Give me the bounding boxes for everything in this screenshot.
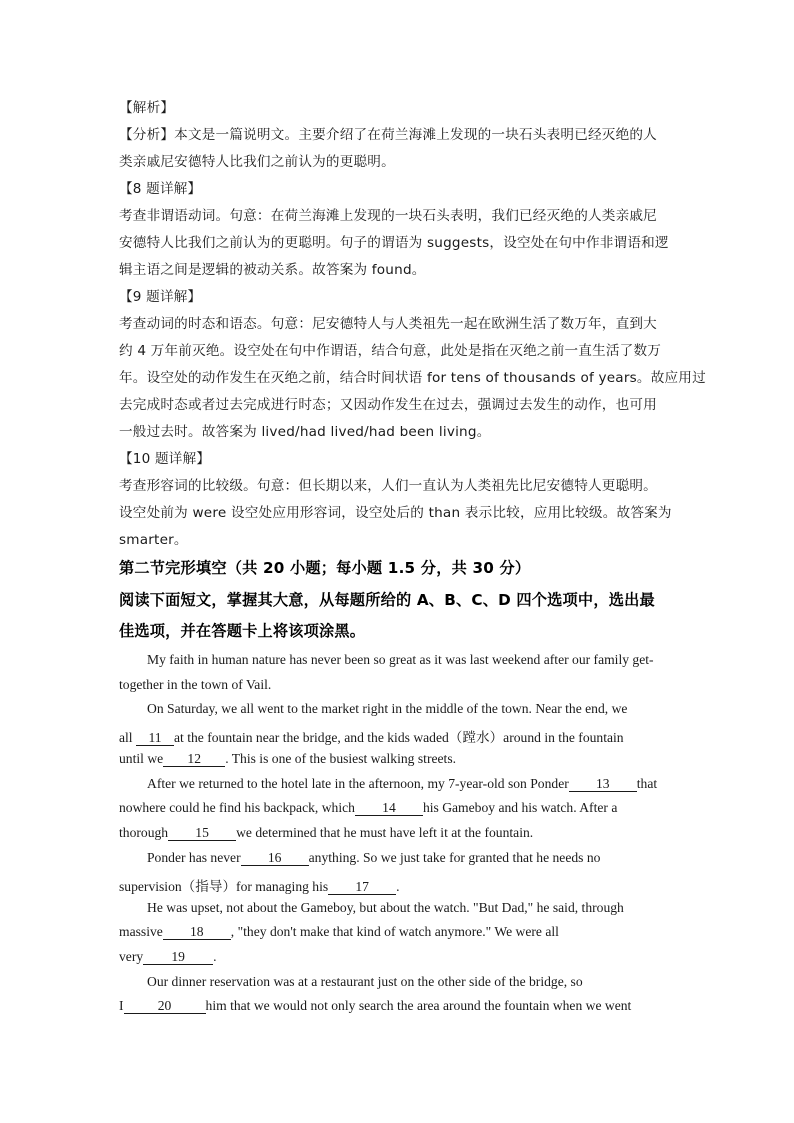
- blank-17[interactable]: 17: [328, 880, 396, 895]
- passage-text: . This is one of the busiest walking streets.: [225, 751, 457, 766]
- blank-14[interactable]: 14: [355, 801, 423, 816]
- q9-line: 约 4 万年前灭绝。设空处在句中作谓语，结合句意，此处是指在灭绝之前一直生活了数万: [119, 343, 662, 359]
- q9-title: 【9 题详解】: [119, 289, 202, 305]
- passage-line: [147, 776, 657, 792]
- passage-line: [119, 726, 624, 746]
- passage-line: [119, 825, 533, 841]
- passage-text: that: [636, 776, 658, 791]
- passage-line: He was upset, not about the Gameboy, but about the watch. "But Dad," he said, through: [147, 900, 624, 915]
- q9-line: 去完成时态或者过去完成进行时态；又因动作发生在过去，强调过去发生的动作，也可用: [119, 397, 657, 413]
- section-instruction: 佳选项，并在答题卡上将该项涂黑。: [119, 622, 366, 640]
- blank-19[interactable]: 19: [143, 950, 213, 965]
- passage-text: .: [213, 949, 217, 964]
- section-instruction: 阅读下面短文，掌握其大意，从每题所给的 A、B、C、D 四个选项中，选出最: [119, 591, 655, 609]
- passage-line: [119, 998, 631, 1014]
- q9-line: 考查动词的时态和语态。句意：尼安德特人与人类祖先一起在欧洲生活了数万年，直到大: [119, 316, 657, 332]
- passage-line: Our dinner reservation was at a restaurant just on the other side of the bridge, so: [147, 974, 583, 989]
- q10-line: 设空处前为 were 设空处应用形容词，设空处后的 than 表示比较，应用比较级。故答案为: [119, 505, 672, 521]
- passage-text: until we: [119, 751, 164, 766]
- passage-line: [147, 850, 600, 866]
- analysis-summary-line: 【分析】本文是一篇说明文。主要介绍了在荷兰海滩上发现的一块石头表明已经灭绝的人: [119, 127, 657, 143]
- section-heading: 第二节完形填空（共 20 小题；每小题 1.5 分，共 30 分）: [119, 559, 531, 577]
- passage-text: him that we would not only search the area around the fountain when we went: [205, 998, 632, 1013]
- analysis-summary-line: 类亲戚尼安德特人比我们之前认为的更聪明。: [119, 154, 395, 170]
- q8-line: 安德特人比我们之前认为的更聪明。句子的谓语为 suggests，设空处在句中作非谓语和逻: [119, 235, 669, 251]
- passage-text: , "they don't make that kind of watch anymore." We were all: [230, 924, 559, 939]
- passage-text: we determined that he must have left it at the fountain.: [236, 825, 534, 840]
- passage-line: [119, 875, 400, 895]
- passage-text: supervision（指导）for managing his: [119, 879, 329, 894]
- passage-text: his Gameboy and his watch. After a: [422, 800, 618, 815]
- passage-text: Ponder has never: [147, 850, 241, 865]
- passage-line: together in the town of Vail.: [119, 677, 272, 692]
- analysis-header: 【解析】: [119, 100, 175, 116]
- q9-line: 年。设空处的动作发生在灭绝之前，结合时间状语 for tens of thousands of years。故应用过: [119, 370, 706, 386]
- blank-15[interactable]: 15: [168, 826, 236, 841]
- q10-line: 考查形容词的比较级。句意：但长期以来，人们一直认为人类祖先比尼安德特人更聪明。: [119, 478, 657, 494]
- blank-13[interactable]: 13: [569, 777, 637, 792]
- passage-text: .: [396, 879, 400, 894]
- passage-line: My faith in human nature has never been so great as it was last weekend after our family get-: [147, 652, 654, 667]
- passage-text: all: [119, 730, 133, 745]
- passage-text: I: [119, 998, 124, 1013]
- passage-line: [119, 924, 559, 940]
- blank-12[interactable]: 12: [163, 752, 225, 767]
- q10-title: 【10 题详解】: [119, 451, 211, 467]
- passage-text: at the fountain near the bridge, and the kids waded（蹚水）around in the fountain: [174, 730, 624, 745]
- blank-18[interactable]: 18: [163, 925, 231, 940]
- q10-line: smarter。: [119, 532, 188, 548]
- passage-text: very: [119, 949, 144, 964]
- passage-text: After we returned to the hotel late in the afternoon, my 7-year-old son Ponder: [147, 776, 569, 791]
- passage-text: thorough: [119, 825, 169, 840]
- passage-line: On Saturday, we all went to the market right in the middle of the town. Near the end, we: [147, 701, 628, 716]
- blank-11[interactable]: 11: [136, 731, 174, 746]
- passage-text: massive: [119, 924, 163, 939]
- blank-16[interactable]: 16: [241, 851, 309, 866]
- passage-text: nowhere could he find his backpack, which: [119, 800, 355, 815]
- passage-line: [119, 949, 217, 965]
- passage-line: [119, 800, 617, 816]
- passage-line: [119, 751, 456, 767]
- q8-line: 考查非谓语动词。句意：在荷兰海滩上发现的一块石头表明，我们已经灭绝的人类亲戚尼: [119, 208, 657, 224]
- q9-line: 一般过去时。故答案为 lived/had lived/had been living。: [119, 424, 491, 440]
- blank-20[interactable]: 20: [124, 999, 206, 1014]
- q8-title: 【8 题详解】: [119, 181, 202, 197]
- q8-line: 辑主语之间是逻辑的被动关系。故答案为 found。: [119, 262, 426, 278]
- passage-text: anything. So we just take for granted that he needs no: [308, 850, 601, 865]
